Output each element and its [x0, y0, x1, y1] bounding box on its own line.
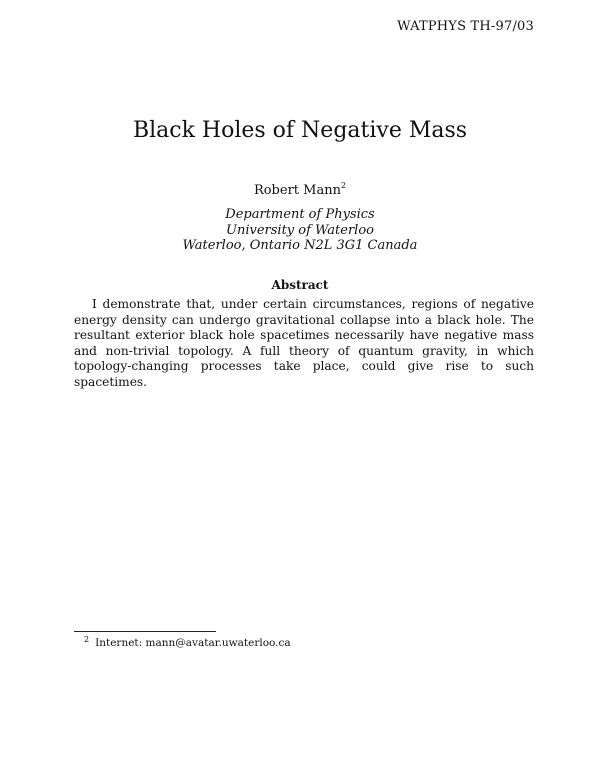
paper-title: Black Holes of Negative Mass — [132, 118, 468, 143]
footnote — [84, 637, 291, 649]
report-number: WATPHYS TH-97/03 — [397, 19, 534, 34]
affiliation — [0, 207, 600, 254]
abstract-body: I demonstrate that, under certain circumstances, regions of negative energy density can undergo gravitational collapse into a black hole. The resultant exterior black hole spacetimes necessarily have negative mass and non-trivial topology. A full theory of quantum gravity, in which topology-changing processes take place, could give rise to such spacetimes. — [74, 297, 534, 389]
footnote-text: Internet: mann@avatar.uwaterloo.ca — [95, 637, 291, 649]
author-name: Robert Mann — [253, 183, 341, 198]
author-footnote-mark: 2 — [340, 181, 347, 190]
affiliation-department: Department of Physics — [225, 207, 375, 222]
abstract-heading: Abstract — [271, 278, 329, 292]
author-line — [0, 183, 600, 198]
footnote-rule — [74, 631, 216, 632]
affiliation-university: University of Waterloo — [226, 222, 374, 238]
affiliation-address: Waterloo, Ontario N2L 3G1 Canada — [182, 238, 418, 253]
footnote-mark: 2 — [84, 635, 90, 644]
